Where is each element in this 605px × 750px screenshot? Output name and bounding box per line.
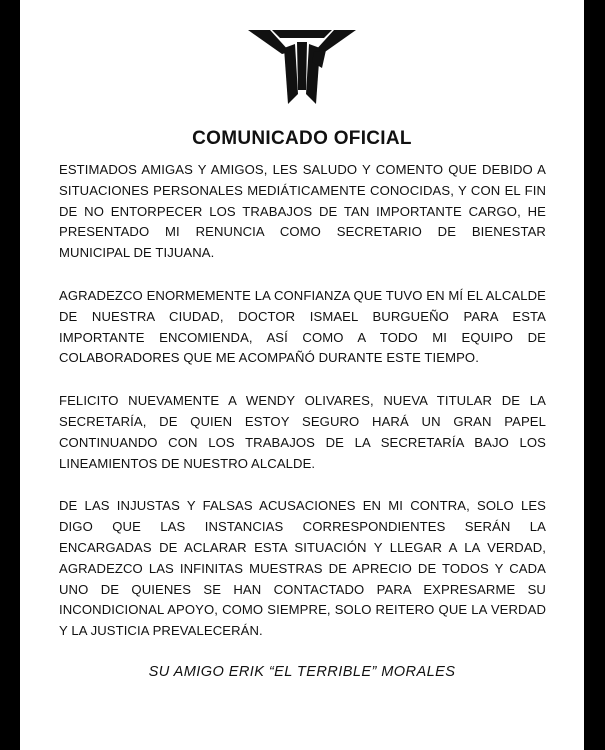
document-title: COMUNICADO OFICIAL	[192, 128, 412, 149]
signature-line: SU AMIGO ERIK “EL TERRIBLE” MORALES	[148, 664, 456, 680]
paragraph-resignation: ESTIMADOS AMIGAS Y AMIGOS, LES SALUDO Y COMENTO QUE DEBIDO A SITUACIONES PERSONALES MEDIÁTICAMENTE CONOCIDAS, Y CON EL FIN DE NO ENTORPECER LOS TRABAJOS DE TAN IMPORTANTE CARGO, HE PRESENTADO MI RENUNCIA COMO SECRETARIO DE BIENESTAR MUNICIPAL DE TIJUANA.	[59, 162, 546, 261]
statement-body	[59, 160, 546, 664]
tt-monogram-logo-icon	[248, 28, 356, 106]
paragraph-gratitude: AGRADEZCO ENORMEMENTE LA CONFIANZA QUE TUVO EN MÍ EL ALCALDE DE NUESTRA CIUDAD, DOCTOR ISMAEL BURGUEÑO PARA ESTA IMPORTANTE ENCOMIENDA, ASÍ COMO A TODO MI EQUIPO DE COLABORADORES QUE ME ACOMPAÑÓ DURANTE ESTE TIEMPO.	[59, 287, 546, 366]
paragraph-congratulations: FELICITO NUEVAMENTE A WENDY OLIVARES, NUEVA TITULAR DE LA SECRETARÍA, DE QUIEN ESTOY SEGURO HARÁ UN GRAN PAPEL CONTINUANDO CON LOS TRABAJOS DE LA SECRETARÍA BAJO LOS LINEAMIENTOS DE NUESTRO ALCALDE.	[59, 393, 546, 471]
paragraph-accusations: DE LAS INJUSTAS Y FALSAS ACUSACIONES EN MI CONTRA, SOLO LES DIGO QUE LAS INSTANCIAS CORRESPONDIENTES SERÁN LA ENCARGADAS DE ACLARAR ESTA SITUACIÓN Y LLEGAR A LA VERDAD, AGRADEZCO LAS INFINITAS MUESTRAS DE APRECIO DE TODOS Y CADA UNO DE QUIENES SE HAN CONTACTADO PARA EXPRESARME SU INCONDICIONAL APOYO, COMO SIEMPRE, SOLO REITERO QUE LA VERDAD Y LA JUSTICIA PREVALECERÁN.	[59, 498, 546, 639]
document-page	[20, 0, 584, 750]
